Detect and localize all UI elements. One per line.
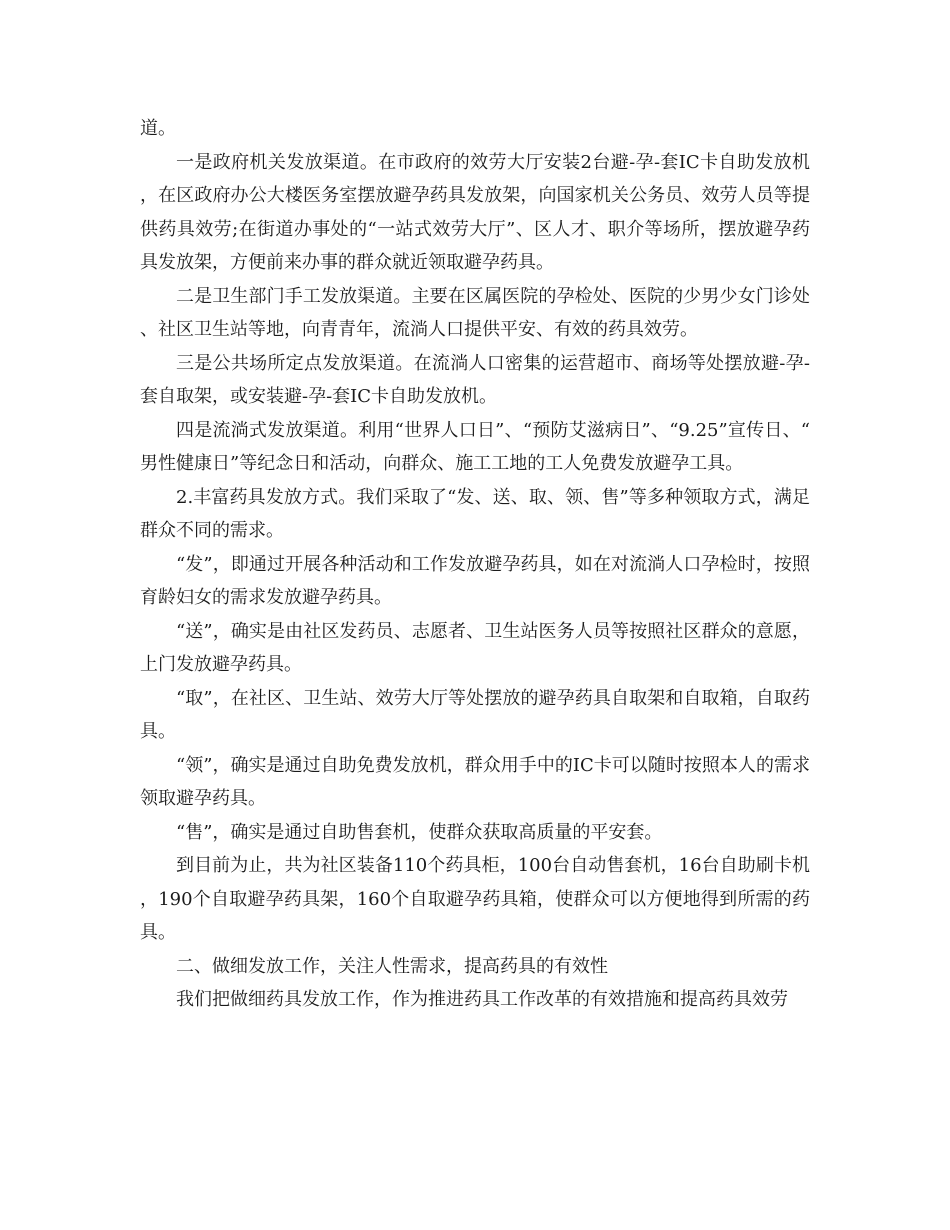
paragraph-mobile-channel: 四是流淌式发放渠道。利用“世界人口日”、“预防艾滋病日”、“9.25”宣传日、“男性健康日”等纪念日和活动，向群众、施工工地的工人免费发放避孕工具。 <box>140 419 810 474</box>
section-heading-2: 二、做细发放工作，关注人性需求，提高药具的有效性 <box>176 955 608 977</box>
document-page <box>140 112 810 1017</box>
paragraph-equipment-summary: 到目前为止，共为社区装备110个药具柜，100台自动售套机，16台自助刷卡机，190个自取避孕药具架，160个自取避孕药具箱，使群众可以方便地得到所需的药具。 <box>140 855 810 943</box>
paragraph-continuation: 道。 <box>140 118 176 139</box>
paragraph-method-song: “送”，确实是由社区发药员、志愿者、卫生站医务人员等按照社区群众的意愿，上门发放避孕药具。 <box>140 620 810 675</box>
paragraph-section-2-intro: 我们把做细药具发放工作，作为推进药具工作改革的有效措施和提高药具效劳 <box>176 989 788 1010</box>
paragraph-distribution-methods: 2.丰富药具发放方式。我们采取了“发、送、取、领、售”等多种领取方式，满足群众不同的需求。 <box>140 486 810 541</box>
paragraph-method-qu: “取”，在社区、卫生站、效劳大厅等处摆放的避孕药具自取架和自取箱，自取药具。 <box>140 687 810 742</box>
paragraph-public-channel: 三是公共场所定点发放渠道。在流淌人口密集的运营超市、商场等处摆放避-孕-套自取架，或安装避-孕-套IC卡自助发放机。 <box>140 352 810 407</box>
paragraph-health-channel: 二是卫生部门手工发放渠道。主要在区属医院的孕检处、医院的少男少女门诊处、社区卫生站等地，向青青年，流淌人口提供平安、有效的药具效劳。 <box>140 285 810 340</box>
paragraph-government-channel: 一是政府机关发放渠道。在市政府的效劳大厅安装2台避-孕-套IC卡自助发放机，在区政府办公大楼医务室摆放避孕药具发放架，向国家机关公务员、效劳人员等提供药具效劳;在街道办事处的“一站式效劳大厅”、区人才、职介等场所，摆放避孕药具发放架，方便前来办事的群众就近领取避孕药具。 <box>140 151 810 273</box>
paragraph-method-ling: “领”，确实是通过自助免费发放机，群众用手中的IC卡可以随时按照本人的需求领取避孕药具。 <box>140 754 810 809</box>
paragraph-method-shou: “售”，确实是通过自助售套机，使群众获取高质量的平安套。 <box>176 821 663 843</box>
paragraph-method-fa: “发”，即通过开展各种活动和工作发放避孕药具，如在对流淌人口孕检时，按照育龄妇女的需求发放避孕药具。 <box>140 553 810 608</box>
